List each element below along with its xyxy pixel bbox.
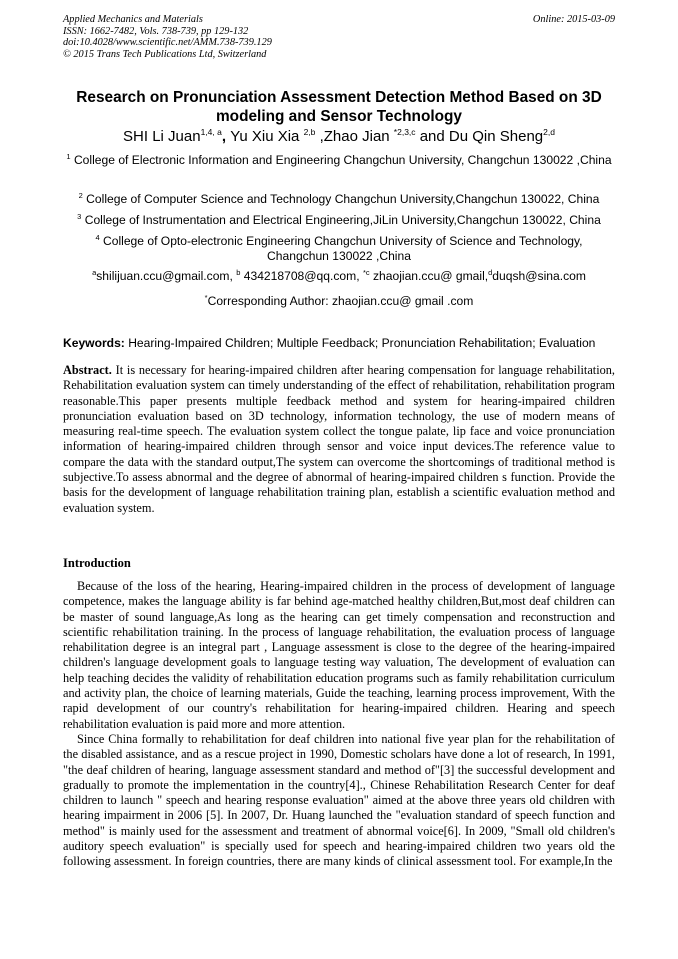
affiliation-text: College of Computer Science and Technology Changchun University,Changchun 130022, China	[86, 192, 600, 206]
author-separator: ,	[315, 128, 324, 145]
corresponding-sup: *	[204, 293, 208, 302]
email-sup: b	[236, 268, 241, 277]
abstract-label: Abstract.	[63, 363, 112, 377]
email-sup: d	[488, 268, 493, 277]
author-sup: 2,b	[303, 127, 316, 137]
affiliation	[63, 234, 615, 265]
abstract-text: It is necessary for hearing-impaired children after hearing compensation for language rehabilitation, Rehabilitation evaluation system can timely understanding of the effect of rehabilitation, rehabilitation program reasonable.This paper presents multiple feedback method and system for hearing-impaired children pronunciation evaluation based on 3D technology, information technology, the use of modern means of measuring real-time speech. The evaluation system collect the tongue palate, lip face and voice pronunciation information of hearing-impaired children through sensor and voice input devices.The reference value to compare the data with the standard output,The system can overcome the shortcomings of traditional method is subjective.To assess abnormal and the degree of abnormal of hearing-impaired children s function. Provide the basis for the development of language rehabilitation training plan, establish a scientific evaluation method and evaluation system.	[63, 363, 615, 515]
affiliation-sup: 4	[95, 233, 100, 242]
author-line	[63, 127, 615, 146]
email-line	[63, 269, 615, 284]
email-text: zhaojian.ccu@ gmail,	[369, 269, 489, 283]
author-sup: *2,3,c	[393, 127, 416, 137]
keywords-label: Keywords:	[63, 336, 125, 350]
corresponding-author	[63, 294, 615, 309]
corresponding-text: Corresponding Author: zhaojian.ccu@ gmail .com	[207, 294, 474, 308]
paragraph: Because of the loss of the hearing, Hearing-impaired children in the process of development of language competence, makes the language ability is far behind age-matched healthy children,But,most deaf children can be master of sound language,As long as the hearing can get timely compensation and reconstruction and scientific rehabilitation training. In the process of language rehabilitation, the evaluation process of language rehabilitation degree is an integral part , Language assessment is close to the degree of the hearing-impaired children's language development goals to language testing way valuation, The development of evaluation can help teaching decides the validity of rehabilitation education programs such as family rehabilitation curriculum and activity plan, the choice of learning materials, Guide the teaching, learning process improvement, With the rapid development of our country's rehabilitation for hearing-impaired children. Hearing and speech rehabilitation evaluation is paid more and more attention.	[63, 579, 615, 731]
abstract	[63, 363, 615, 516]
online-date: Online: 2015-03-09	[532, 14, 615, 25]
email-sup: a	[92, 268, 97, 277]
affiliation-text: College of Instrumentation and Electrical Engineering,JiLin University,Changchun 130022, China	[84, 213, 601, 227]
introduction-body	[63, 579, 615, 870]
doi-line: doi:10.4028/www.scientific.net/AMM.738-739.129	[63, 37, 272, 49]
paper-title: Research on Pronunciation Assessment Detection Method Based on 3D modeling and Sensor Technology	[76, 89, 602, 125]
affiliation	[63, 213, 615, 228]
email-text: shilijuan.ccu@gmail.com,	[96, 269, 237, 283]
keywords-text: Hearing-Impaired Children; Multiple Feedback; Pronunciation Rehabilitation; Evaluation	[124, 336, 596, 350]
copyright-line: © 2015 Trans Tech Publications Ltd, Switzerland	[63, 48, 267, 60]
affiliation-sup: 2	[78, 191, 83, 200]
affiliation-text: College of Electronic Information and Engineering Changchun University, Changchun 130022 ,China	[73, 153, 612, 167]
keywords	[63, 336, 623, 351]
author-name: Yu Xiu Xia	[230, 128, 304, 145]
affiliation	[63, 153, 615, 168]
email-text: duqsh@sina.com	[492, 269, 586, 283]
section-heading-introduction: Introduction	[63, 556, 131, 570]
journal-name: Applied Mechanics and Materials	[63, 14, 203, 25]
affiliation-text: College of Opto-electronic Engineering Changchun University of Science and Technology, Changchun 130022 ,China	[102, 234, 583, 264]
author-sup: 2,d	[543, 127, 555, 137]
author-name: Zhao Jian	[323, 128, 394, 145]
author-separator: and	[415, 128, 449, 145]
affiliation-sup: 1	[66, 152, 71, 161]
issn-line: ISSN: 1662-7482, Vols. 738-739, pp 129-132	[63, 25, 249, 37]
journal-header	[63, 14, 615, 60]
author-name: SHI Li Juan	[123, 128, 201, 145]
affiliation	[63, 192, 615, 207]
email-sup: *c	[362, 268, 370, 277]
author-separator: ,	[221, 128, 231, 145]
email-text: 434218708@qq.com,	[240, 269, 363, 283]
author-sup: 1,4, a	[200, 127, 222, 137]
author-name: Du Qin Sheng	[448, 128, 544, 145]
paragraph: Since China formally to rehabilitation for deaf children into national five year plan for the rehabilitation of the disabled assistance, and as a rescue project in 1990, Domestic scholars have done a lot of research, In 1991, "the deaf children of hearing, language assessment standard and method of"[3] the successful development and gradually to promote the implementation in the country[4]., Chinese Rehabilitation Research Center for deaf children to launch " speech and hearing response evaluation" aimed at the above three years old children with hearing impairment in 2006 [5]. In 2007, Dr. Huang launched the "evaluation standard of speech function and method" is mainly used for the assessment and treatment of abnormal voice[6]. In 2009, "Small old children's auditory speech evaluation" is specially used for speech and hearing-impaired children two years old the following assessment. In foreign countries, there are many kinds of clinical assessment tool. For example,In the	[63, 731, 615, 869]
affiliation-sup: 3	[77, 212, 82, 221]
